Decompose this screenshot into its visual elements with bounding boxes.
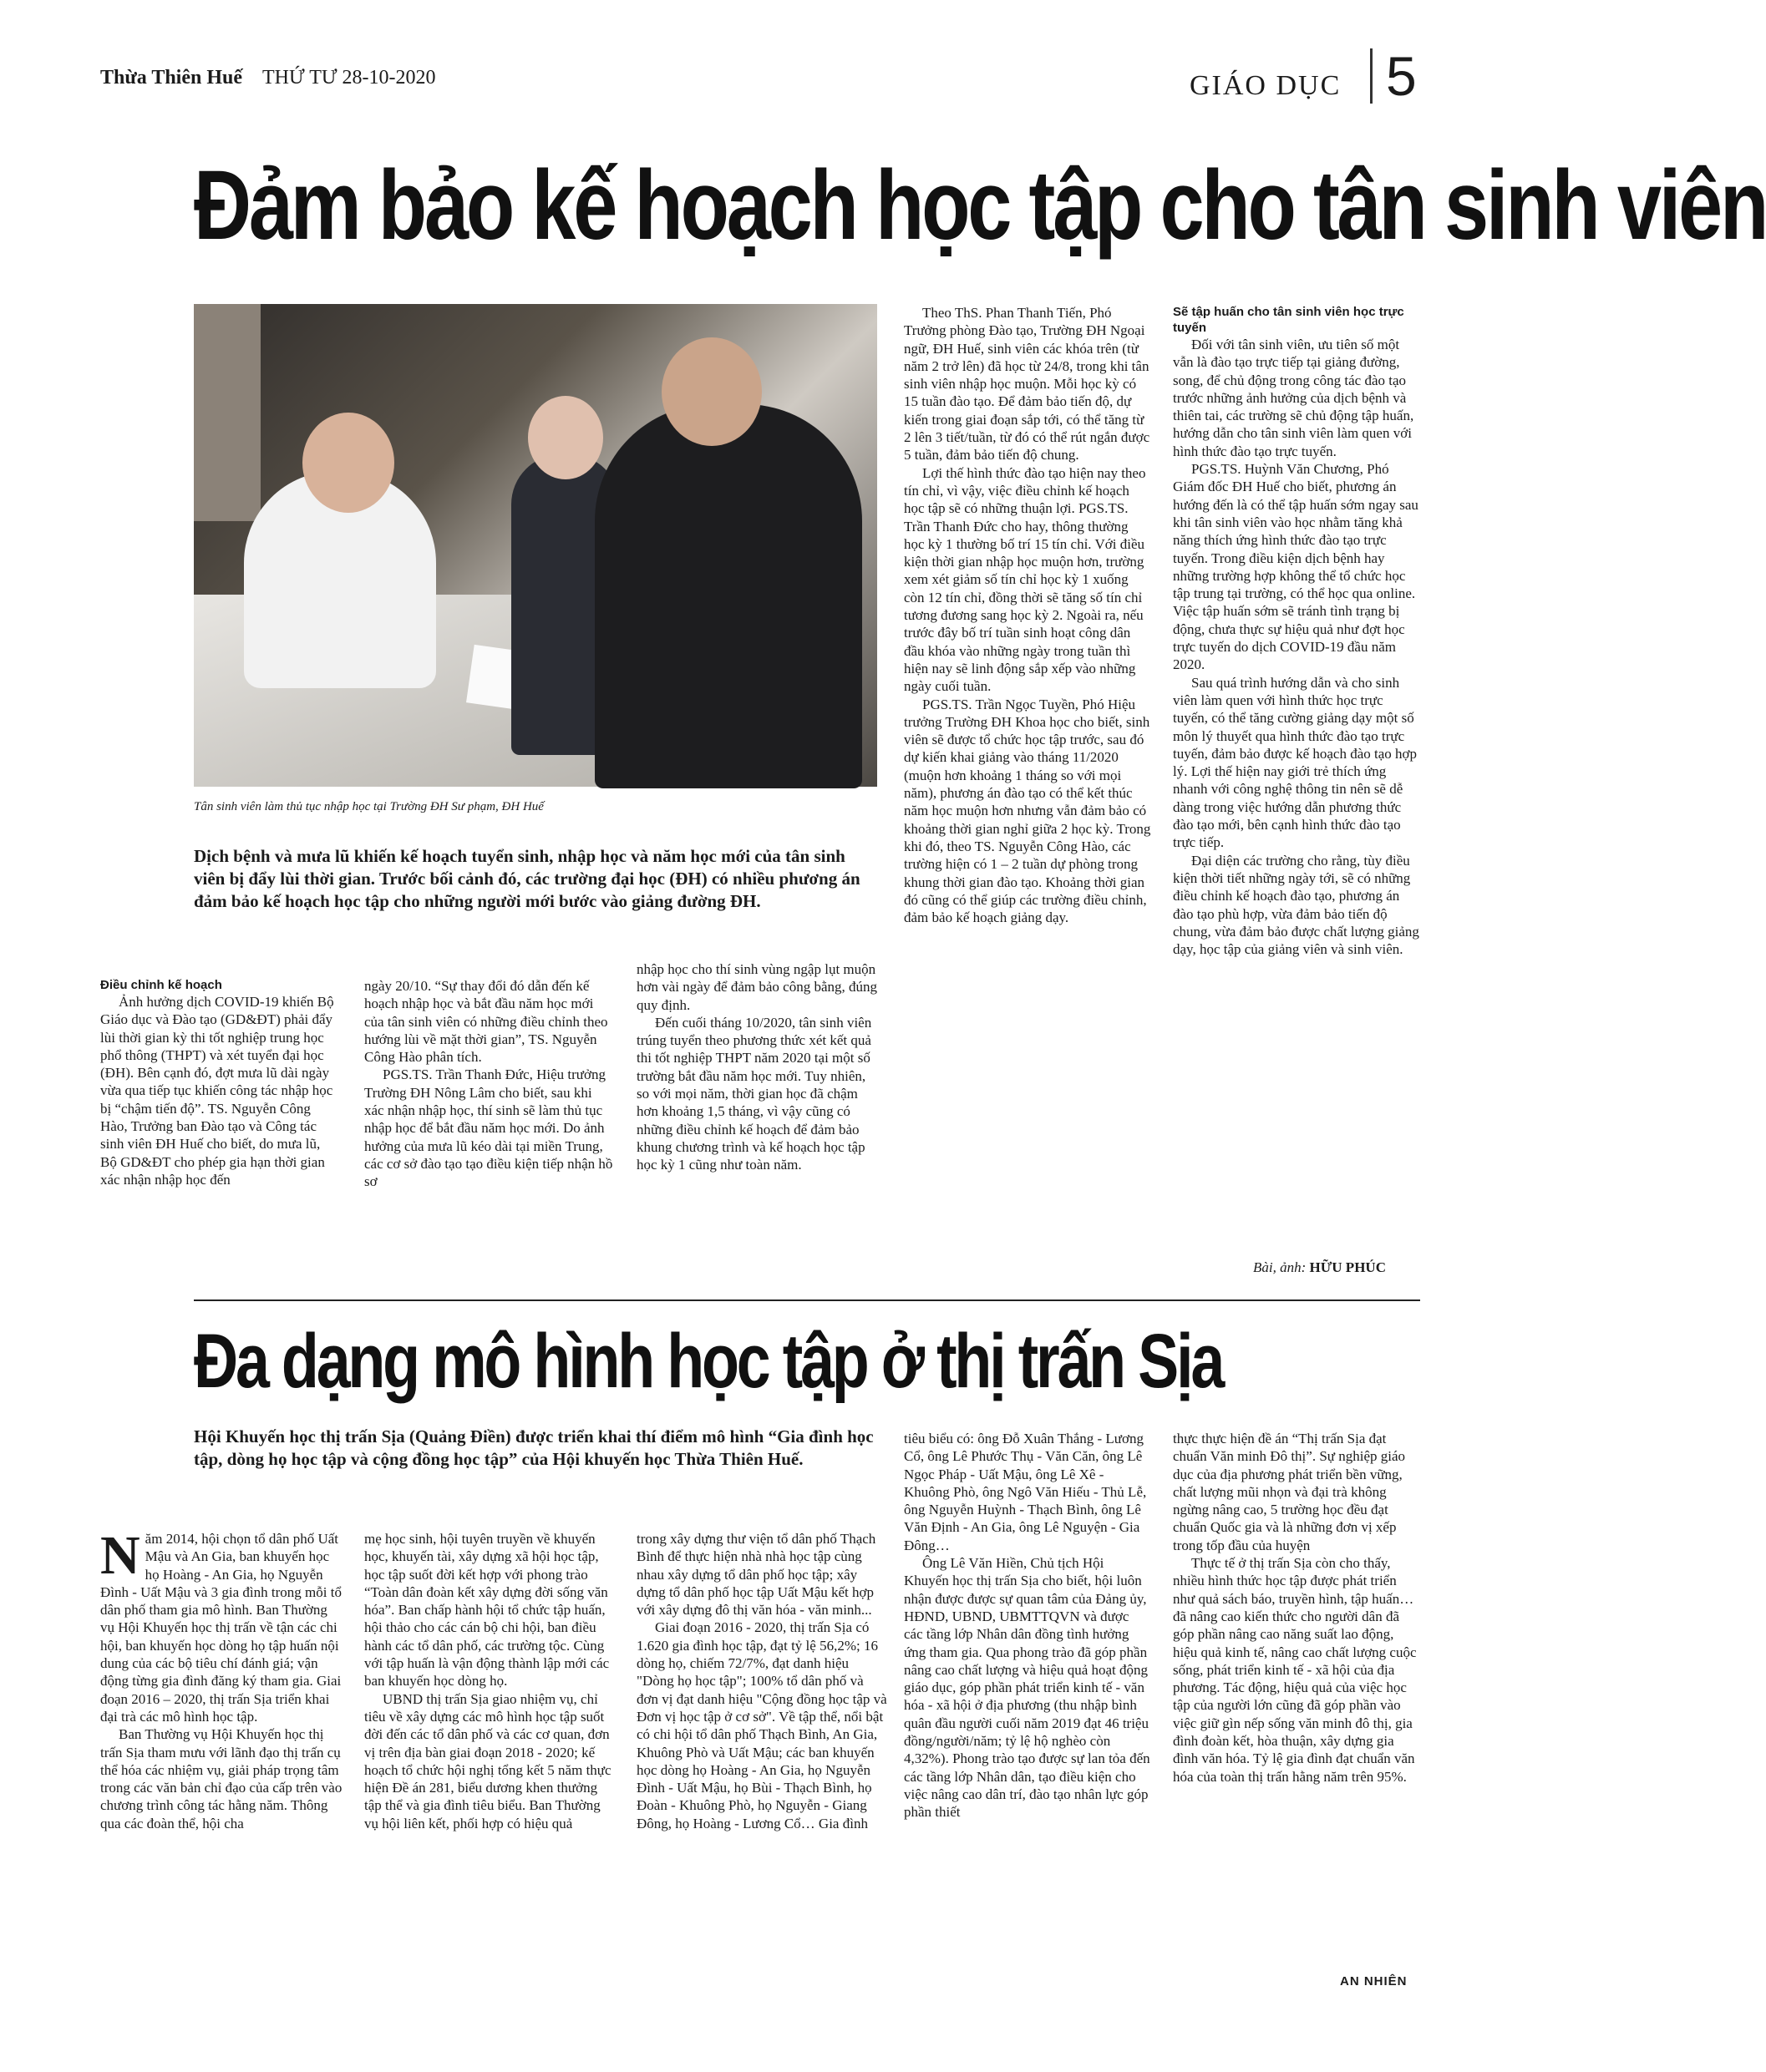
paragraph: Ảnh hưởng dịch COVID-19 khiến Bộ Giáo dục và Đào tạo (GD&ĐT) phải đẩy lùi thời gian kỳ thi tốt nghiệp trung học phổ thông (THPT) và xét tuyển đại học (ĐH). Bên cạnh đó, đợt mưa lũ dài ngày vừa qua tiếp tục khiến công tác nhập học bị “chậm tiến độ”. TS. Nguyễn Công Hào, Trưởng ban Đào tạo và Công tác sinh viên ĐH Huế cho biết, do mưa lũ, Bộ GD&ĐT cho phép gia hạn thời gian xác nhận nhập học đến [100, 994, 334, 1188]
article-divider [194, 1299, 1420, 1301]
paragraph: Sau quá trình hướng dẫn và cho sinh viên làm quen với hình thức học trực tuyến, có thể tăng cường giảng dạy một số môn lý thuyết qua hình thức đào tạo trực tuyến, đảm bảo được kế hoạch đào tạo hợp lý. Lợi thế hiện nay giới trẻ thích ứng nhanh với công nghệ thông tin nên sẽ dễ dàng trong việc hướng dẫn phương thức đào tạo mới, bên cạnh hình thức đào tạo trực tiếp. [1173, 674, 1418, 851]
photo-caption: Tân sinh viên làm thủ tục nhập học tại Trường ĐH Sư phạm, ĐH Huế [194, 800, 544, 813]
paragraph: Giai đoạn 2016 - 2020, thị trấn Sịa có 1.620 gia đình học tập, đạt tỷ lệ 56,2%; 16 dòng họ, chiếm 72/7%, đạt danh hiệu "Dòng họ học tập"; 100% tổ dân phố và đơn vị đạt danh hiệu "Cộng đồng học tập và Đơn vị học tập ở cơ sở". Về tập thể, nổi bật có chi hội tổ dân phố Thạch Bình, An Gia, Khuông Phò và Uất Mậu; các ban khuyến học dòng họ Hoàng - An Gia, họ Nguyễn Đình - Uất Mậu, họ Bùi - Thạch Bình, họ Đoàn - Khuông Phò, họ Nguyễn - Giang Đông, họ Hoàng - Lương Cổ… Gia đình [637, 1619, 887, 1831]
article2-headline: Đa dạng mô hình học tập ở thị trấn Sịa [194, 1319, 1223, 1404]
paragraph: Lợi thế hình thức đào tạo hiện nay theo tín chỉ, vì vậy, việc điều chỉnh kế hoạch học tập sẽ có những thuận lợi. PGS.TS. Trần Thanh Đức cho hay, thông thường học kỳ 1 thường bố trí 15 tín chỉ. Với điều kiện thời gian nhập học muộn hơn, trường xem xét giảm số tín chỉ học kỳ 1 xuống còn 12 tín chỉ, đồng thời sẽ tăng số tín chỉ tương đương sang học kỳ 2. Ngoài ra, nếu trước đây bố trí tuần sinh hoạt công dân đầu khóa vào những ngày trong tuần thì hiện nay sẽ linh động sắp xếp vào những ngày cuối tuần. [904, 464, 1146, 695]
paragraph: nhập học cho thí sinh vùng ngập lụt muộn hơn vài ngày để đảm bảo công bằng, đúng quy định. [637, 961, 878, 1013]
author-name: HỮU PHÚC [1309, 1259, 1386, 1275]
subhead: Sẽ tập huấn cho tân sinh viên học trực tuyến [1173, 305, 1404, 335]
article1-photo [194, 304, 877, 787]
paragraph: mẹ học sinh, hội tuyên truyền về khuyến học, khuyến tài, xây dựng xã hội học tập, học tập suốt đời kết hợp với phong trào “Toàn dân đoàn kết xây dựng đời sống văn hóa”. Ban chấp hành hội tổ chức tập huấn, hội thảo cho các cán bộ chi hội, ban điều hành các tổ dân phố, các trường tộc. Cùng với tập huấn là vận động thành lập mới các ban khuyến học dòng họ. [364, 1531, 610, 1690]
article1-column-5 [1173, 304, 1420, 1256]
article1-lead: Dịch bệnh và mưa lũ khiến kế hoạch tuyển sinh, nhập học và năm học mới của tân sinh viên bị đẩy lùi thời gian. Trước bối cảnh đó, các trường đại học (ĐH) có nhiều phương án đảm bảo kế hoạch học tập cho những người mới bước vào giảng đường ĐH. [194, 846, 860, 911]
article2-column-2 [364, 1530, 615, 1964]
paragraph: Năm 2014, hội chọn tổ dân phố Uất Mậu và An Gia, ban khuyến học họ Hoàng - An Gia, họ Nguyễn Đình - Uất Mậu và 3 gia đình trong mỗi tổ dân phố tham gia mô hình. Ban Thường vụ Hội Khuyến học thị trấn về tận các chi hội, ban khuyến học dòng họ tập huấn nội dung của các bộ tiêu chí đánh giá; vận động từng gia đình đăng ký tham gia. Giai đoạn 2016 – 2020, thị trấn Sịa triển khai đại trà các mô hình học tập. [100, 1525, 342, 1725]
paragraph: UBND thị trấn Sịa giao nhiệm vụ, chỉ tiêu về xây dựng các mô hình học tập suốt đời đến các tổ dân phố và các cơ quan, đơn vị trên địa bàn giai đoạn 2018 - 2020; kế hoạch tổ chức hội nghị tổng kết 5 năm thực hiện Đề án 281, biểu dương khen thưởng tập thể và gia đình tiêu biểu. Ban Thường vụ hội liên kết, phối hợp có hiệu quả [364, 1690, 612, 1831]
subhead: Điều chỉnh kế hoạch [100, 978, 222, 992]
paragraph: PGS.TS. Trần Ngọc Tuyền, Phó Hiệu trưởng Trường ĐH Khoa học cho biết, sinh viên sẽ được tổ chức học tập trước, sau đó dự kiến khai giảng vào tháng 11/2020 (muộn hơn khoảng 1 tháng so với mọi năm), phương án đào tạo có thể kết thúc năm học muộn hơn nhưng vẫn đảm bảo có khoảng thời gian nghỉ giữa 2 học kỳ. Trong khi đó, theo TS. Nguyễn Công Hào, các trường hiện có 1 – 2 tuần dự phòng trong khung thời gian đào tạo. Khoảng thời gian đó cũng có thể giúp các trường điều chỉnh, đảm bảo kế hoạch giảng dạy. [904, 696, 1151, 926]
article1-column-3 [637, 960, 879, 1278]
article1-column-2 [364, 977, 615, 1278]
paragraph: tiêu biểu có: ông Đỗ Xuân Thắng - Lương Cổ, ông Lê Phước Thụ - Văn Căn, ông Lê Ngọc Pháp - Uất Mậu, ông Lê Xê - Khuông Phò, ông Ngô Văn Hiếu - Thủ Lễ, ông Nguyễn Huỳnh - Thạch Bình, ông Lê Văn Định - An Gia, ông Lê Nguyện - Gia Đông… [904, 1431, 1147, 1553]
paragraph: thực thực hiện đề án “Thị trấn Sịa đạt chuẩn Văn minh Đô thị”. Sự nghiệp giáo dục của địa phương phát triển bền vững, chất lượng mũi nhọn và đại trà không ngừng nâng cao, 5 trường học đều đạt chuẩn Quốc gia và là những đơn vị xếp trong tốp đầu của huyện [1173, 1431, 1406, 1553]
paper-name: Thừa Thiên Huế [100, 67, 243, 89]
paragraph: Thực tế ở thị trấn Sịa còn cho thấy, nhiều hình thức học tập được phát triển như quả sách báo, truyền hình, tập huấn… đã nâng cao kiến thức cho người dân đã góp phần nâng cao năng suất lao động, hiệu quả kinh tế, nâng cao chất lượng cuộc sống, phát triển kinh tế - xã hội của địa phương. Tác động, hiệu quả của việc học tập của người lớn cũng đã góp phần vào việc giữ gìn nếp sống văn minh đô thị, gia đình đoàn kết, hòa thuận, xây dựng gia đình văn hóa. Tỷ lệ gia đình đạt chuẩn văn hóa của toàn thị trấn hằng năm trên 95%. [1173, 1555, 1417, 1785]
article2-column-1 [100, 1525, 343, 1964]
article2-column-4 [904, 1430, 1151, 1973]
article2-byline: AN NHIÊN [1340, 1974, 1408, 1988]
article2-column-5 [1173, 1430, 1420, 1964]
masthead [100, 67, 435, 89]
issue-date: THỨ TƯ 28-10-2020 [262, 67, 436, 89]
paragraph: Đối với tân sinh viên, ưu tiên số một vẫn là đào tạo trực tiếp tại giảng đường, song, để chủ động trong công tác đào tạo trước những ảnh hưởng của dịch bệnh và thiên tai, các trường sẽ chủ động tập huấn, hướng dẫn cho tân sinh viên làm quen với hình thức đào tạo trực tuyến. [1173, 337, 1414, 459]
paragraph: Đại diện các trường cho rằng, tùy điều kiện thời tiết những ngày tới, sẽ có những điều chỉnh kế hoạch đào tạo, phương án đào tạo phù hợp, vừa đảm bảo tiến độ chung, vừa đảm bảo được chất lượng giảng dạy, học tập của giảng viên và sinh viên. [1173, 852, 1419, 958]
article1-byline: Bài, ảnh: HỮU PHÚC [1253, 1259, 1386, 1275]
paragraph: Ban Thường vụ Hội Khuyến học thị trấn Sịa tham mưu với lãnh đạo thị trấn cụ thể hóa các nhiệm vụ, giải pháp trọng tâm trong các văn bản chỉ đạo của cấp trên vào chương trình công tác hằng năm. Thông qua các đoàn thể, hội cha [100, 1726, 343, 1831]
page-number: 5 [1370, 48, 1417, 104]
article1-headline: Đảm bảo kế hoạch học tập cho tân sinh viên [194, 150, 1766, 261]
paragraph: Ông Lê Văn Hiền, Chủ tịch Hội Khuyến học thị trấn Sịa cho biết, hội luôn nhận được được sự quan tâm của Đảng ủy, HĐND, UBND, UBMTTQVN và được các tầng lớp Nhân dân đồng tình hưởng ứng tham gia. Qua phong trào đã góp phần nâng cao chất lượng và hiệu quả hoạt động giáo dục, góp phần phát triển kinh tế - văn hóa - xã hội ở địa phương (thu nhập bình quân đầu người cuối năm 2019 đạt 46 triệu đồng/người/năm; tỷ lệ hộ nghèo còn 4,32%). Phong trào tạo được sự lan tỏa đến các tầng lớp Nhân dân, tạo điều kiện cho việc nâng cao dân trí, đào tạo nhân lực góp phần thiết [904, 1555, 1150, 1821]
article2-column-3 [637, 1530, 887, 1964]
paragraph: trong xây dựng thư viện tổ dân phố Thạch Bình để thực hiện nhà nhà học tập cùng nhau xây dựng tổ dân phố học tập; xây dựng tổ dân phố học tập Uất Mậu kết hợp với xây dựng đô thị văn hóa - văn minh... [637, 1531, 876, 1619]
paragraph: Đến cuối tháng 10/2020, tân sinh viên trúng tuyển theo phương thức xét kết quả thi tốt nghiệp THPT năm 2020 tại một số trường bắt đầu năm học mới. Tuy nhiên, so với mọi năm, thời gian học đã chậm hơn khoảng 1,5 tháng, vì vậy cũng có những điều chỉnh kế hoạch để đảm bảo khung chương trình và kế hoạch học tập học kỳ 1 cũng như toàn năm. [637, 1014, 872, 1173]
paragraph: PGS.TS. Huỳnh Văn Chương, Phó Giám đốc ĐH Huế cho biết, phương án hướng đến là có thể tập huấn sớm ngay sau khi tân sinh viên vào học nhằm tăng khả năng thích ứng hình thức đào tạo trực tuyến. Trong điều kiện dịch bệnh hay những trường hợp không thể tổ chức học tập trung tại trường, có thể học qua online. Việc tập huấn sớm sẽ tránh tình trạng bị động, chưa thực sự hiệu quả như đợt học trực tuyến do dịch COVID-19 đầu năm 2020. [1173, 461, 1418, 673]
section-label: GIÁO DỤC [1190, 70, 1342, 101]
article1-column-1 [100, 977, 334, 1278]
article2-lead: Hội Khuyến học thị trấn Sịa (Quảng Điền) được triển khai thí điểm mô hình “Gia đình học tập, dòng họ học tập và cộng đồng học tập” của Hội khuyến học Thừa Thiên Huế. [194, 1426, 874, 1469]
dropcap: N [100, 1525, 140, 1586]
article1-column-4 [904, 304, 1151, 1273]
paragraph: Theo ThS. Phan Thanh Tiến, Phó Trưởng phòng Đào tạo, Trường ĐH Ngoại ngữ, ĐH Huế, sinh viên các khóa trên (từ năm 2 trở lên) đã học từ 24/8, trong khi tân sinh viên nhập học muộn. Mỗi học kỳ có 15 tuần đào tạo. Để đảm bảo tiến độ, dự kiến trong giai đoạn sắp tới, có thể tăng từ 2 lên 3 tiết/tuần, từ đó có thể rút ngắn được 5 tuần, đảm bảo tiến độ chung. [904, 305, 1150, 464]
paragraph: ngày 20/10. “Sự thay đổi đó dẫn đến kế hoạch nhập học và bắt đầu năm học mới của tân sinh viên có những điều chỉnh theo hướng lùi về mặt thời gian”, TS. Nguyễn Công Hào phân tích. [364, 978, 608, 1066]
paragraph: PGS.TS. Trần Thanh Đức, Hiệu trưởng Trường ĐH Nông Lâm cho biết, sau khi xác nhận nhập học, thí sinh sẽ làm thủ tục nhập học để bắt đầu năm học mới. Do ảnh hưởng của mưa lũ kéo dài tại miền Trung, các cơ sở đào tạo tạo điều kiện tiếp nhận hồ sơ [364, 1066, 613, 1190]
